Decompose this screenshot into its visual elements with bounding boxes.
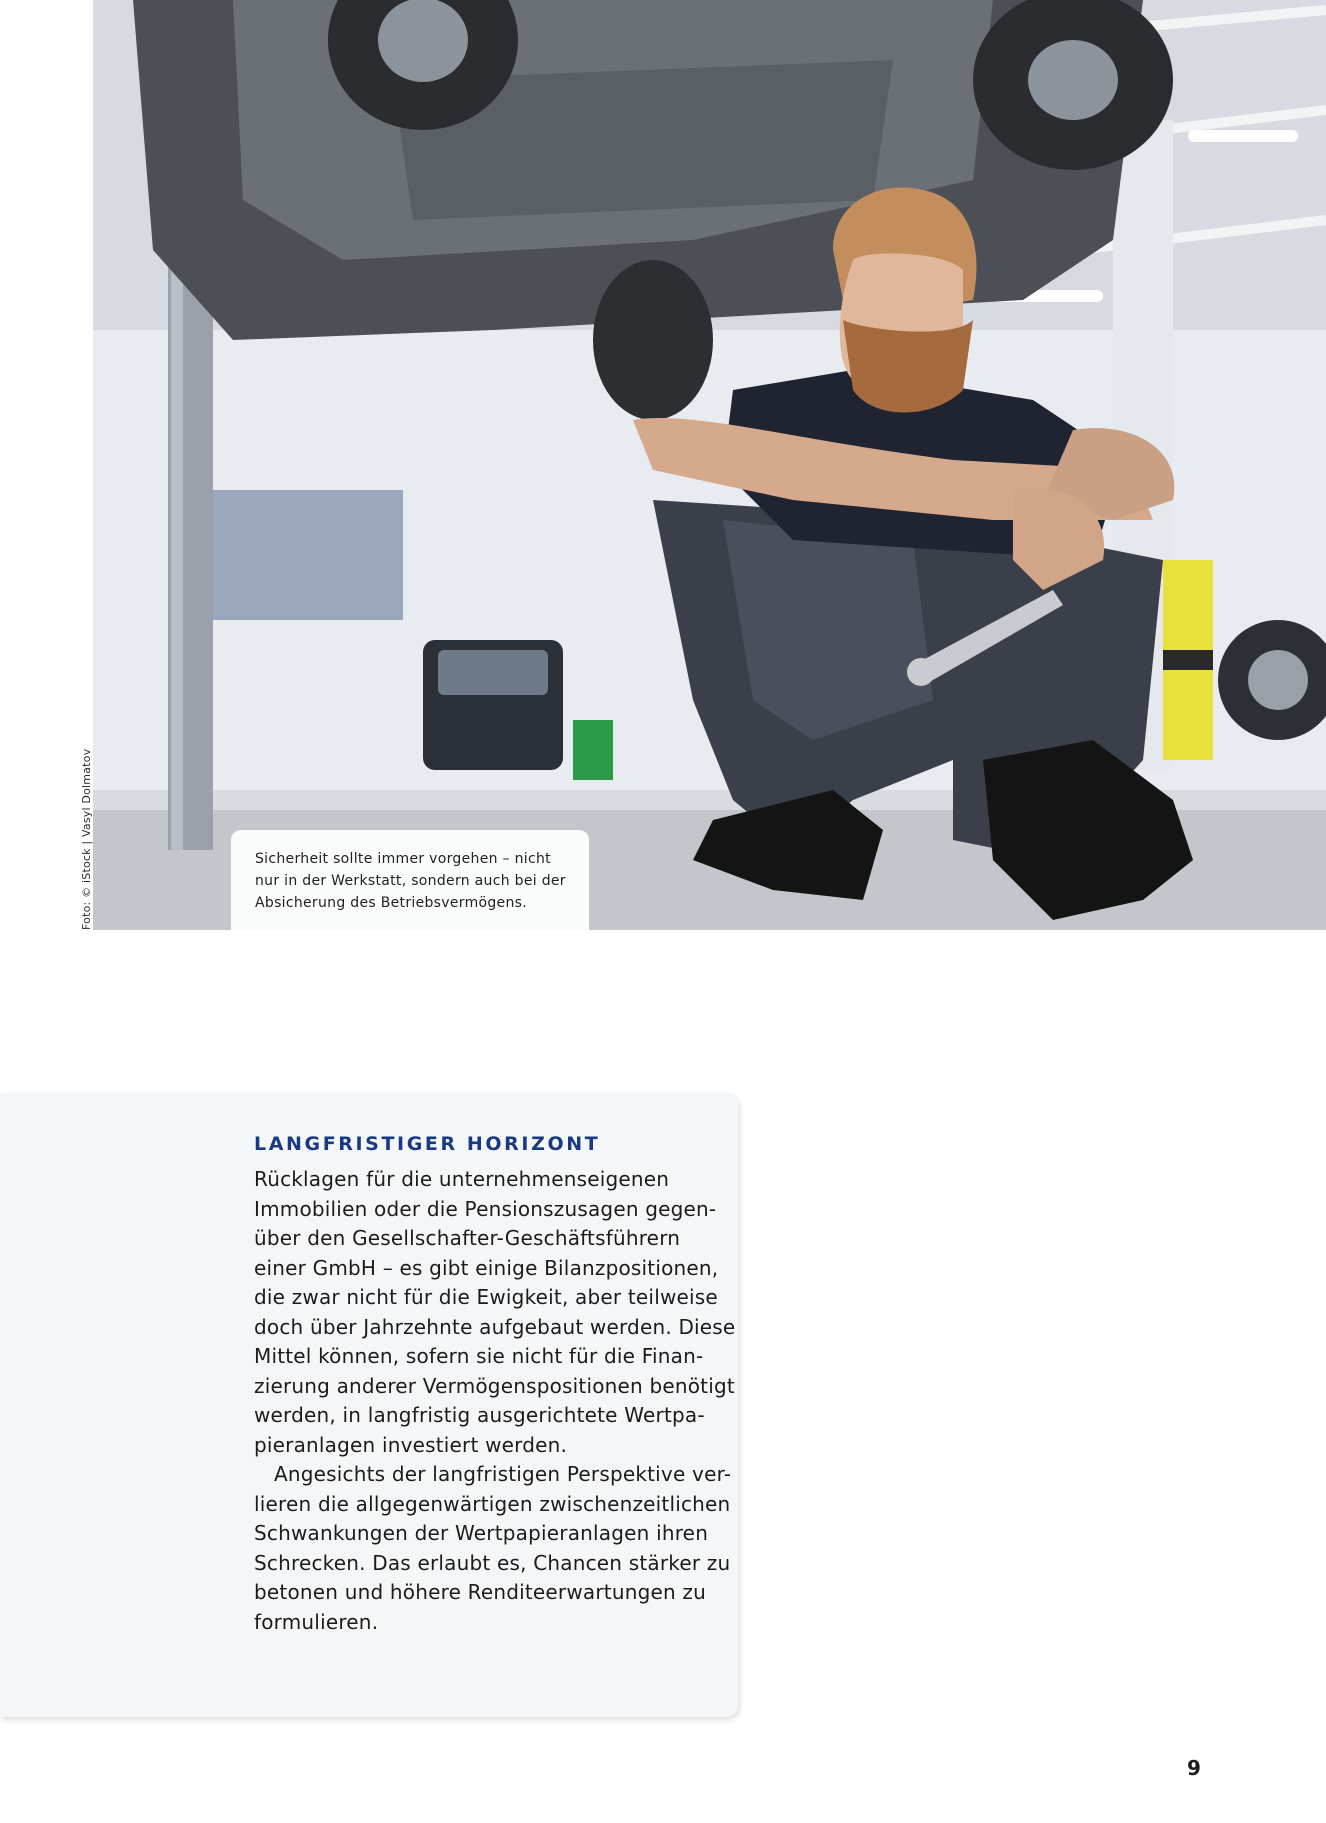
caption-line: Sicherheit sollte immer vorgehen – nicht <box>255 851 551 867</box>
info-body <box>254 1165 736 1637</box>
body-line: zierung anderer Vermögenspositionen benötigt <box>254 1373 735 1398</box>
body-line-paragraph-start: Angesichts der langfristigen Perspektive ver- <box>274 1462 732 1486</box>
body-line: Schrecken. Das erlaubt es, Chancen stärker zu <box>254 1550 731 1575</box>
body-line: einer GmbH – es gibt einige Bilanzpositionen, <box>254 1255 719 1280</box>
body-line: betonen und höhere Renditeerwartungen zu <box>254 1580 706 1604</box>
caption-line: nur in der Werkstatt, sondern auch bei der <box>255 873 566 889</box>
body-line: über den Gesellschafter-Geschäftsführern <box>254 1226 681 1250</box>
body-line: Rücklagen für die unternehmenseigenen <box>254 1167 670 1191</box>
body-line: die zwar nicht für die Ewigkeit, aber teilweise <box>254 1285 718 1309</box>
hero-photo <box>93 0 1326 930</box>
photo-credit: Foto: © iStock | Vasyl Dolmatov <box>80 748 93 930</box>
body-line: pieranlagen investiert werden. <box>254 1432 568 1457</box>
body-line: Schwankungen der Wertpapieranlagen ihren <box>254 1521 709 1545</box>
body-line: werden, in langfristig ausgerichtete Wertpa- <box>254 1403 705 1427</box>
page-number: 9 <box>1187 1756 1201 1780</box>
body-line: Immobilien oder die Pensionszusagen gegen- <box>254 1196 717 1221</box>
photo-caption <box>231 830 589 930</box>
caption-line: Absicherung des Betriebsvermögens. <box>255 895 527 911</box>
body-line: lieren die allgegenwärtigen zwischenzeitlichen <box>254 1491 731 1516</box>
info-heading: LANGFRISTIGER HORIZONT <box>254 1133 601 1155</box>
body-line: doch über Jahrzehnte aufgebaut werden. Diese <box>254 1314 736 1339</box>
mechanic-workshop-illustration <box>93 0 1326 930</box>
body-line: formulieren. <box>254 1609 379 1634</box>
body-line: Mittel können, sofern sie nicht für die Finan- <box>254 1344 704 1368</box>
